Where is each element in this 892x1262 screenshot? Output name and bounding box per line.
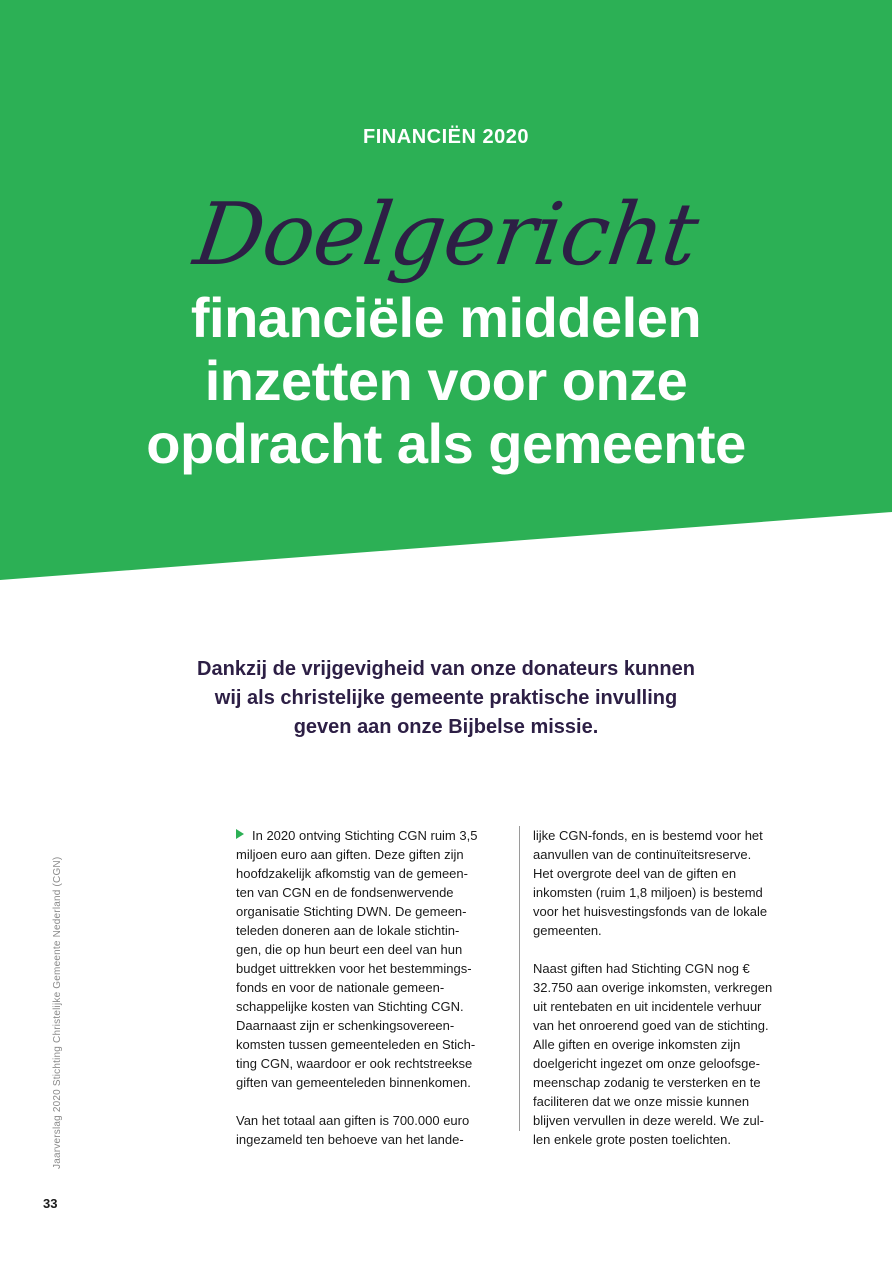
text-line: len enkele grote posten toelichten. (533, 1132, 732, 1147)
text-line: miljoen euro aan giften. Deze giften zijn (236, 847, 464, 862)
text-line: ingezameld ten behoeve van het lande- (236, 1132, 464, 1147)
text-line: Daarnaast zijn er schenkingsovereen- (236, 1018, 455, 1033)
text-line: blijven vervullen in deze wereld. We zul- (533, 1113, 764, 1128)
headline-line: opdracht als gemeente (146, 412, 746, 475)
text-line: uit rentebaten en uit incidentele verhuur (533, 999, 762, 1014)
text-line: voor het huisvestingsfonds van de lokale (533, 904, 768, 919)
right-column (533, 826, 805, 1149)
paragraph (236, 826, 508, 1092)
page-number: 33 (43, 1196, 58, 1211)
text-line: faciliteren dat we onze missie kunnen (533, 1094, 750, 1109)
text-line-content: In 2020 ontving Stichting CGN ruim 3,5 (252, 828, 478, 843)
script-title: Doelgericht (188, 185, 704, 285)
text-line: ten van CGN en de fondsenwervende (236, 885, 454, 900)
intro-line: geven aan onze Bijbelse missie. (293, 716, 599, 738)
text-line: Naast giften had Stichting CGN nog € (533, 961, 750, 976)
text-line: teleden doneren aan de lokale stichtin- (236, 923, 460, 938)
text-line: Het overgrote deel van de giften en (533, 866, 737, 881)
text-line (236, 826, 508, 845)
intro-text (120, 655, 772, 742)
text-line: meenschap zodanig te versterken en te (533, 1075, 761, 1090)
text-line: doelgericht ingezet om onze geloofsge- (533, 1056, 760, 1071)
text-line: komsten tussen gemeenteleden en Stich- (236, 1037, 476, 1052)
paragraph (236, 1111, 508, 1149)
text-line: giften van gemeenteleden binnenkomen. (236, 1075, 471, 1090)
side-running-title: Jaarverslag 2020 Stichting Christelijke Gemeente Nederland (CGN) (52, 856, 63, 1169)
text-line: hoofdzakelijk afkomstig van de gemeen- (236, 866, 468, 881)
text-line: inkomsten (ruim 1,8 miljoen) is bestemd (533, 885, 763, 900)
text-line: van het onroerend goed van de stichting. (533, 1018, 769, 1033)
text-line: lijke CGN-fonds, en is bestemd voor het (533, 828, 763, 843)
text-line: schappelijke kosten van Stichting CGN. (236, 999, 464, 1014)
text-line: fonds en voor de nationale gemeen- (236, 980, 445, 995)
paragraph (533, 826, 805, 940)
text-line: gemeenten. (533, 923, 602, 938)
intro-line: Dankzij de vrijgevigheid van onze donateurs kunnen (197, 658, 695, 680)
text-line: gen, die op hun beurt een deel van hun (236, 942, 463, 957)
headline (0, 286, 892, 475)
text-line: ting CGN, waardoor er ook rechtstreekse (236, 1056, 473, 1071)
text-line: 32.750 aan overige inkomsten, verkregen (533, 980, 773, 995)
paragraph (533, 959, 805, 1149)
headline-line: financiële middelen (190, 286, 702, 349)
text-line: Alle giften en overige inkomsten zijn (533, 1037, 741, 1052)
text-line: Van het totaal aan giften is 700.000 euro (236, 1113, 470, 1128)
headline-line: inzetten voor onze (204, 349, 688, 412)
section-kicker: FINANCIËN 2020 (363, 126, 529, 148)
text-line: aanvullen van de continuïteitsreserve. (533, 847, 752, 862)
left-column (236, 826, 508, 1149)
text-line: budget uittrekken voor het bestemmings- (236, 961, 472, 976)
intro-line: wij als christelijke gemeente praktische invulling (214, 687, 678, 709)
triangle-bullet-icon (236, 829, 244, 839)
column-divider (519, 826, 520, 1131)
text-line: organisatie Stichting DWN. De gemeen- (236, 904, 467, 919)
